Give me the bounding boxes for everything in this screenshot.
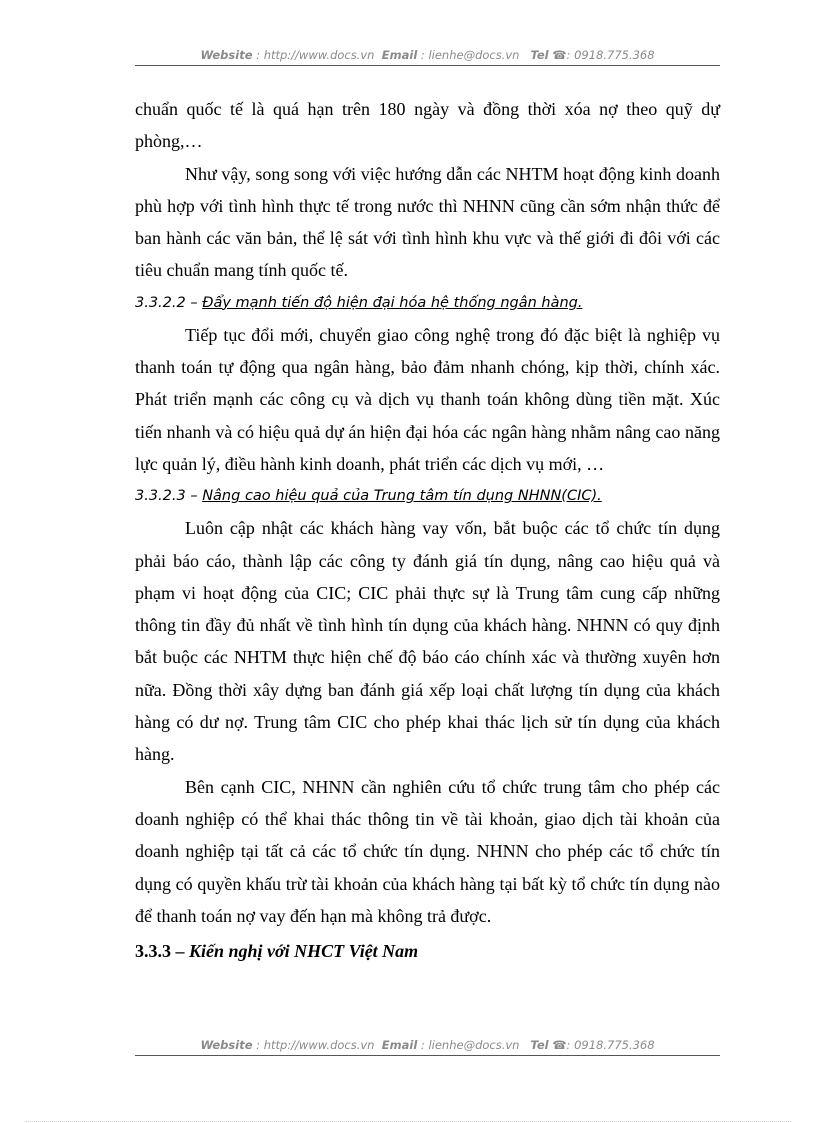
telephone-icon: ☎ xyxy=(552,1038,567,1052)
document-body xyxy=(135,93,720,968)
page-edge-dotted-line xyxy=(25,1121,791,1122)
tel-value: : 0918.775.368 xyxy=(566,1038,655,1052)
paragraph: Như vậy, song song với việc hướng dẫn các NHTM hoạt động kinh doanh phù hợp với tình hình thực tế trong nước thì NHNN cũng cần sớm nhận thức để ban hành các văn bản, thể lệ sát với tình hình khu vực và thế giới đi đôi với các tiêu chuẩn mang tính quốc tế. xyxy=(135,163,720,281)
tel-label: Tel xyxy=(530,1038,549,1052)
paragraph: Tiếp tục đổi mới, chuyển giao công nghệ trong đó đặc biệt là nghiệp vụ thanh toán tự động qua ngân hàng, bảo đảm nhanh chóng, kịp thời, chính xác. Phát triển mạnh các công cụ và dịch vụ thanh toán không dùng tiền mặt. Xúc tiến nhanh và có hiệu quả dự án hiện đại hóa các ngân hàng nhằm nâng cao năng lực quản lý, điều hành kinh doanh, phát triển các dịch vụ mới, … xyxy=(135,324,720,474)
email-value: : lienhe@docs.vn xyxy=(420,1038,520,1052)
section-heading-333 xyxy=(135,934,720,968)
footer-divider xyxy=(135,1055,720,1056)
section-number: 3.3.3 – xyxy=(135,941,189,962)
website-value: : http://www.docs.vn xyxy=(256,48,375,62)
subsection-heading-3322 xyxy=(135,287,720,319)
tel-label: Tel xyxy=(530,48,549,62)
subsection-number: 3.3.2.3 – xyxy=(135,488,203,505)
email-label: Email xyxy=(381,1038,418,1052)
page-footer xyxy=(135,1038,720,1052)
email-label: Email xyxy=(381,48,418,62)
paragraph: Bên cạnh CIC, NHNN cần nghiên cứu tổ chức trung tâm cho phép các doanh nghiệp có thể khai thác thông tin về tài khoản, giao dịch tài khoản của doanh nghiệp tại tất cả các tổ chức tín dụng. NHNN cho phép các tổ chức tín dụng có quyền khấu trừ tài khoản của khách hàng tại bất kỳ tổ chức tín dụng nào để thanh toán nợ vay đến hạn mà không trả được. xyxy=(135,776,720,926)
website-label: Website xyxy=(200,1038,253,1052)
section-title: Kiến nghị với NHCT Việt Nam xyxy=(189,941,419,962)
telephone-icon: ☎ xyxy=(552,48,567,62)
subsection-title: Nâng cao hiệu quả của Trung tâm tín dụng NHNN(CIC). xyxy=(202,488,602,505)
subsection-title: Đẩy mạnh tiến độ hiện đại hóa hệ thống ngân hàng. xyxy=(202,294,583,311)
paragraph: Luôn cập nhật các khách hàng vay vốn, bắt buộc các tổ chức tín dụng phải báo cáo, thành lập các công ty đánh giá tín dụng, nâng cao hiệu quả và phạm vi hoạt động của CIC; CIC phải thực sự là Trung tâm cung cấp những thông tin đầy đủ nhất về tình hình tín dụng của khách hàng. NHNN có quy định bắt buộc các NHTM thực hiện chế độ báo cáo chính xác và thường xuyên hơn nữa. Đồng thời xây dựng ban đánh giá xếp loại chất lượng tín dụng của khách hàng có dư nợ. Trung tâm CIC cho phép khai thác lịch sử tín dụng của khách hàng. xyxy=(135,518,720,765)
subsection-heading-3323 xyxy=(135,480,720,512)
tel-value: : 0918.775.368 xyxy=(566,48,655,62)
website-value: : http://www.docs.vn xyxy=(256,1038,375,1052)
email-value: : lienhe@docs.vn xyxy=(420,48,520,62)
header-divider xyxy=(135,65,720,66)
paragraph: chuẩn quốc tế là quá hạn trên 180 ngày và đồng thời xóa nợ theo quỹ dự phòng,… xyxy=(135,99,720,152)
page-header xyxy=(135,48,720,62)
subsection-number: 3.3.2.2 – xyxy=(135,294,203,311)
website-label: Website xyxy=(200,48,253,62)
